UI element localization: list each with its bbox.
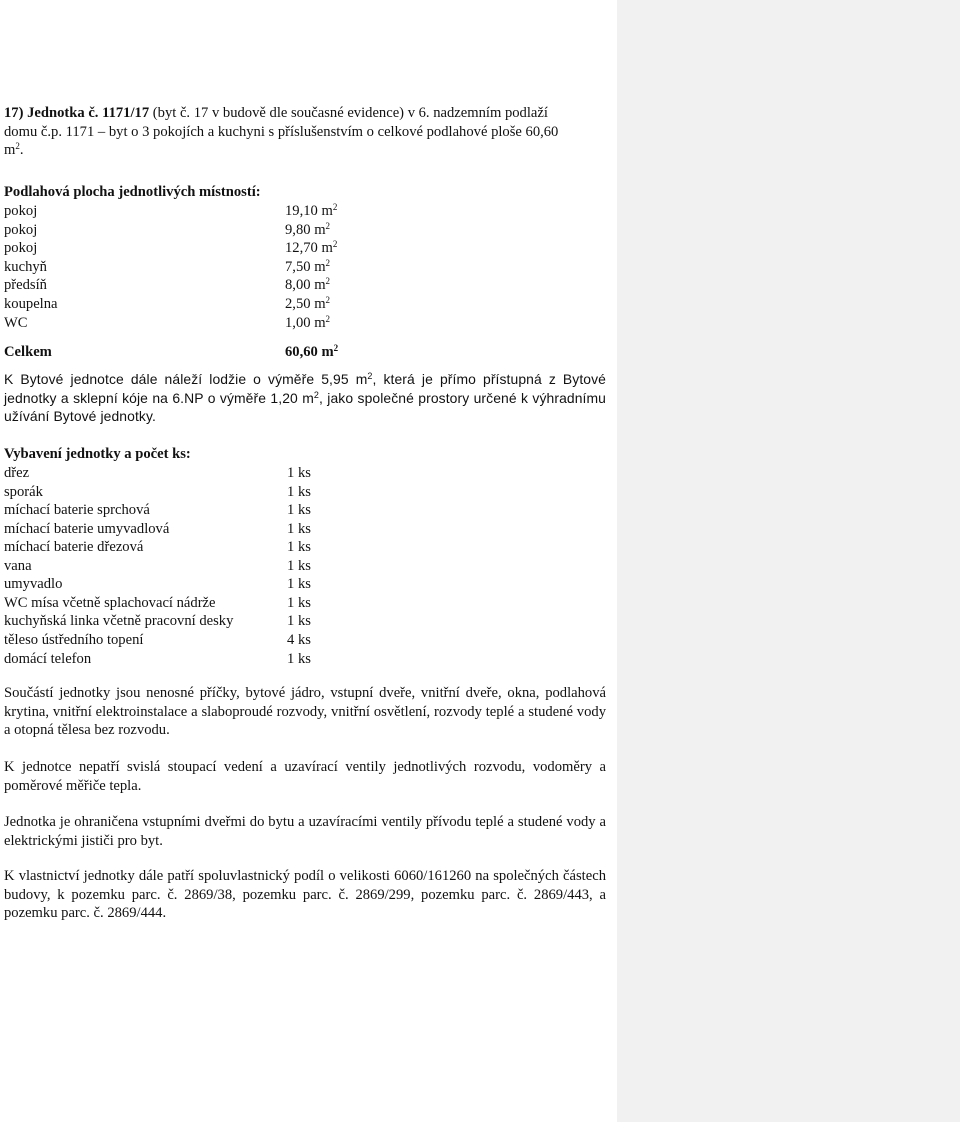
equipment-name: míchací baterie dřezová: [4, 539, 144, 556]
room-area: [285, 258, 330, 277]
room-area-sup: 2: [325, 295, 331, 305]
equipment-count: 1 ks: [287, 539, 311, 556]
equipment-name: umyvadlo: [4, 576, 63, 593]
equipment-name: těleso ústředního topení: [4, 631, 144, 648]
room-area-value: 7,50 m: [285, 258, 326, 275]
equipment-count: 4 ks: [287, 631, 311, 648]
equipment-count: 1 ks: [287, 557, 311, 574]
paragraph-ownership-share: K vlastnictví jednotky dále patří spoluvlastnický podíl o velikosti 6060/161260 na společných částech budovy, k pozemku parc. č. 2869/38, pozemku parc. č. 2869/299, pozemku parc. č. 2869/443, a pozemku parc. č. 2869/444.: [4, 868, 606, 921]
room-area-sup: 2: [332, 239, 338, 250]
room-area: [285, 295, 330, 314]
equipment-count: 1 ks: [287, 613, 311, 630]
equipment-count: 1 ks: [287, 520, 311, 537]
equipment-count: 1 ks: [287, 483, 311, 500]
paragraph-boundaries: Jednotka je ohraničena vstupními dveřmi do bytu a uzavíracími ventily přívodu teplé a studené vody a elektrickými jističi pro byt.: [4, 814, 606, 849]
room-name: pokoj: [4, 221, 38, 238]
room-name: koupelna: [4, 296, 58, 312]
equipment-name: domácí telefon: [4, 650, 92, 667]
equipment-count: 1 ks: [287, 594, 311, 611]
room-area-value: 8,00 m: [285, 277, 326, 294]
unit-title-sup: 2: [15, 141, 20, 151]
rooms-total-value: 60,60 m: [285, 344, 334, 360]
equipment-count: 1 ks: [287, 650, 311, 667]
room-name: předsíň: [4, 277, 47, 294]
room-area: [285, 239, 337, 258]
side-panel: [617, 0, 960, 1122]
room-name: WC: [4, 314, 28, 331]
loggia-text-1: K Bytové jednotce dále náleží lodžie o výměře 5,95 m: [4, 371, 368, 387]
room-area-value: 9,80 m: [285, 221, 326, 238]
loggia-text-2: , která je přímo přístupná z Bytové jednotky a sklepní kóje na 6.NP o výměře 1,20 m: [4, 371, 606, 406]
room-area-value: 1,00 m: [285, 314, 326, 331]
equipment-count: 1 ks: [287, 465, 311, 481]
room-area: [285, 202, 337, 221]
room-area-sup: 2: [325, 313, 331, 324]
equipment-count: 1 ks: [287, 502, 311, 519]
loggia-sup-2: 2: [313, 389, 319, 400]
equipment-name: míchací baterie umyvadlová: [4, 520, 170, 537]
equipment-name: vana: [4, 557, 32, 574]
loggia-sup-1: 2: [367, 371, 373, 381]
loggia-text-3: , jako společné prostory určené k výhradnímu užívání Bytové jednotky.: [4, 389, 607, 424]
rooms-total-label: Celkem: [4, 344, 52, 360]
room-name: pokoj: [4, 240, 38, 257]
equipment-name: sporák: [4, 483, 43, 500]
rooms-total-area: [285, 343, 338, 362]
unit-title-text: (byt č. 17 v budově dle současné evidence) v 6. nadzemním podlaží domu č.p. 1171 – byt o 3 pokojích a kuchyni s příslušenstvím o celkové podlahové ploše 60,60 m: [4, 105, 559, 158]
room-area-value: 2,50 m: [285, 296, 326, 312]
room-area: [285, 314, 330, 333]
unit-title-bold: 17) Jednotka č. 1171/17: [4, 105, 150, 121]
room-area: [285, 221, 330, 240]
equipment-count: 1 ks: [287, 576, 311, 593]
room-area-sup: 2: [325, 220, 331, 231]
unit-title: [4, 104, 564, 160]
room-area-value: 19,10 m: [285, 203, 333, 219]
room-area-sup: 2: [325, 257, 331, 268]
equipment-name: dřez: [4, 465, 30, 481]
rooms-total-sup: 2: [333, 343, 339, 353]
rooms-heading: Podlahová plocha jednotlivých místností:: [4, 184, 261, 200]
paragraph-components: Součástí jednotky jsou nenosné příčky, bytové jádro, vstupní dveře, vnitřní dveře, okna, podlahová krytina, vnitřní elektroinstalace a slaboproudé rozvody, vnitřní osvětlení, rozvody teplé a studené vody a otopná tělesa bez rozvodu.: [4, 685, 606, 738]
loggia-paragraph: [4, 370, 606, 426]
equipment-name: WC mísa včetně splachovací nádrže: [4, 594, 216, 611]
room-name: kuchyň: [4, 258, 47, 275]
room-area-sup: 2: [325, 276, 331, 287]
room-area-value: 12,70 m: [285, 240, 333, 257]
paragraph-excluded: K jednotce nepatří svislá stoupací vedení a uzavírací ventily jednotlivých rozvodu, vodoměry a poměrové měřiče tepla.: [4, 759, 606, 794]
unit-title-end: .: [19, 142, 24, 158]
room-name: pokoj: [4, 203, 38, 219]
equipment-name: kuchyňská linka včetně pracovní desky: [4, 613, 234, 630]
equipment-name: míchací baterie sprchová: [4, 502, 150, 519]
equipment-heading: Vybavení jednotky a počet ks:: [4, 446, 191, 462]
room-area: [285, 276, 330, 295]
room-area-sup: 2: [332, 202, 338, 212]
